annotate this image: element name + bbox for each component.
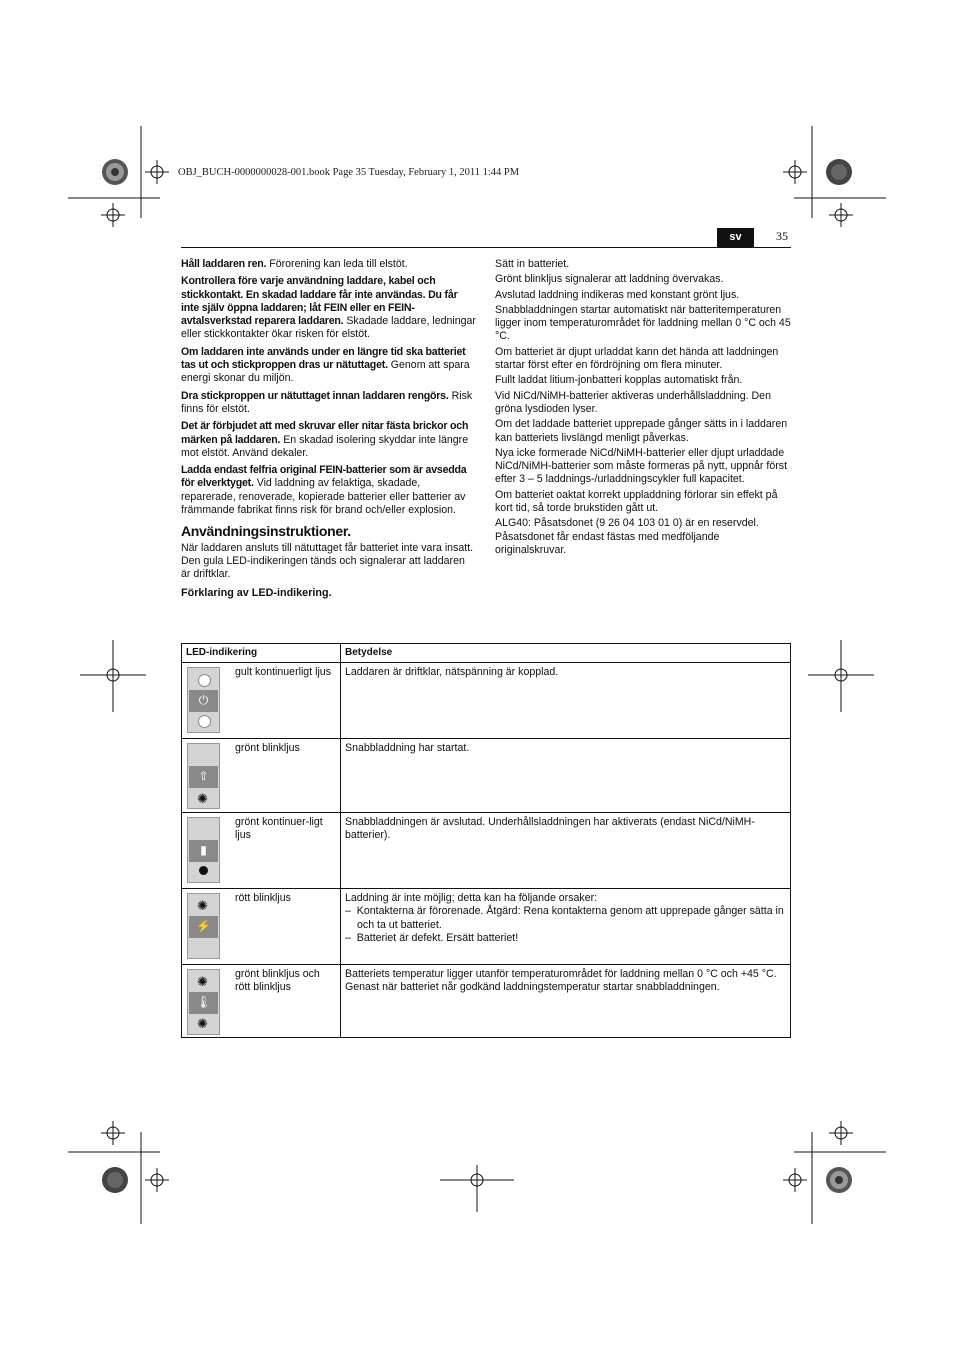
table-row: [182, 739, 791, 813]
table-header-row: [182, 644, 791, 663]
led-meaning: Snabbladdningen är avslutad. Underhållsladdningen har aktiverats (endast NiCd/NiMH-batterier).: [341, 813, 791, 889]
led-label: grönt blinkljus: [235, 742, 300, 754]
instruction-line: Om det laddade batteriet upprepade gånger sätts in i laddaren kan batteriets livslängd menligt påverkas.: [495, 418, 788, 444]
led-meaning: Laddning är inte möjlig; detta kan ha följande orsaker:: [345, 892, 598, 904]
section-heading: Användningsinstruktioner.: [181, 523, 351, 540]
instruction-line: Om batteriet oaktat korrekt uppladdning förlorar sin effekt på kort tid, så torde brukstiden gått ut.: [495, 488, 778, 515]
list-item: – Batteriet är defekt. Ersätt batteriet!: [345, 931, 519, 944]
led-meaning: Snabbladdning har startat.: [341, 739, 791, 813]
safety-paragraph: Kontrollera före varje användning laddare, kabel och stickkontakt. En skadad laddare får inte användas. Du får inte själv öppna laddaren; låt FEIN eller en FEIN-avtalsverkstad reparera laddaren. Skadade laddare, ledningar eller stickkontakter ökar risken för elstöt.: [181, 275, 476, 341]
print-slug: OBJ_BUCH-0000000028-001.book Page 35 Tuesday, February 1, 2011 1:44 PM: [178, 167, 520, 178]
instruction-line: Om batteriet är djupt urladdat kann det hända att laddningen startar först efter en fördröjning om flera minuter.: [495, 345, 779, 372]
instruction-line: ALG40: Påsatsdonet (9 26 04 103 01 0) är en reservdel. Påsatsdonet får endast fästas med medföljande originalskruvar.: [495, 517, 759, 556]
header-rule: [181, 247, 791, 248]
instruction-line: Fullt laddat litium-jonbatteri kopplas automatiskt från.: [495, 374, 743, 387]
instruction-line: Vid NiCd/NiMH-batterier aktiveras underhållsladdning. Den gröna lysdioden lyser.: [495, 389, 771, 415]
instruction-line: Avslutad laddning indikeras med konstant grönt ljus.: [495, 288, 740, 301]
instruction-line: Grönt blinkljus signalerar att laddning övervakas.: [495, 273, 724, 286]
table-caption: Förklaring av LED-indikering.: [181, 586, 332, 599]
column-header: LED-indikering: [182, 644, 341, 663]
instruction-line: Sätt in batteriet.: [495, 258, 570, 270]
safety-paragraph: Håll laddaren ren. Förorening kan leda till elstöt.: [181, 258, 408, 270]
battery-fault-icon: ✺ ⚡: [187, 893, 220, 959]
safety-paragraph: Dra stickproppen ur nätuttaget innan laddaren rengörs. Risk finns för elstöt.: [181, 389, 473, 415]
instruction-line: Nya icke formerade NiCd/NiMH-batterier eller djupt urladdade NiCd/NiMH-batterier som måste formeras på nytt, uppnår först efter 3 – 5 laddnings-/urladdningscykler full kapacitet.: [495, 446, 788, 486]
table-row: [182, 813, 791, 889]
table-row: [182, 889, 791, 965]
list-item: – Kontakterna är förorenade. Åtgärd: Rena kontakterna genom att upprepade gånger sätta in och ta ut batteriet.: [345, 905, 784, 931]
led-label: grönt blinkljus och rött blinkljus: [235, 968, 320, 994]
battery-full-icon: ▮: [187, 817, 220, 883]
led-label: gult kontinuerligt ljus: [235, 666, 331, 678]
table-row: [182, 663, 791, 739]
led-meaning-cell: [341, 889, 791, 965]
table-row: [182, 965, 791, 1038]
safety-paragraph: Det är förbjudet att med skruvar eller nitar fästa brickor och märken på laddaren. En skadad isolering skyddar inte längre mot elstöt. Använd dekaler.: [181, 420, 469, 459]
led-meaning: Laddaren är driftklar, nätspänning är kopplad.: [341, 663, 791, 739]
led-label: grönt kontinuer-ligt ljus: [235, 816, 323, 842]
led-meaning: Batteriets temperatur ligger utanför temperaturområdet för laddning mellan 0 °C och +45 °C. Genast när batteriet når godkänd laddningstemperatur startar snabbladdningen.: [341, 965, 791, 1038]
safety-paragraph: Ladda endast felfria original FEIN-batterier som är avsedda för elverktyget. Vid laddning av felaktiga, skadade, reparerade, renoverade, kopierade batterier eller batterier av främmande fabrikat finns risk för brand och/eller explosion.: [181, 464, 467, 517]
left-column: [181, 258, 477, 600]
cause-list: [345, 905, 786, 945]
led-table: [181, 643, 791, 1038]
charging-icon: ⇧ ✺: [187, 743, 220, 809]
column-header: Betydelse: [341, 644, 791, 663]
instruction-line: Snabbladdningen startar automatiskt när batteritemperaturen ligger inom temperaturområdet för laddning mellan 0 °C och 45 °C.: [495, 303, 791, 343]
right-column: [495, 258, 791, 559]
thermometer-icon: ✺ 🌡 ✺: [187, 969, 220, 1035]
language-badge: sv: [717, 228, 754, 247]
safety-paragraph: Om laddaren inte används under en längre tid ska batteriet tas ut och stickproppen dras ur nätuttaget. Genom att spara energi skonar du miljön.: [181, 345, 470, 385]
led-label: rött blinkljus: [235, 892, 291, 904]
power-icon: ⏻: [187, 667, 220, 733]
page-number: 35: [776, 229, 788, 243]
intro-paragraph: När laddaren ansluts till nätuttaget får batteriet inte vara insatt. Den gula LED-indikeringen tänds och signalerar att laddaren är driftklar.: [181, 541, 474, 581]
